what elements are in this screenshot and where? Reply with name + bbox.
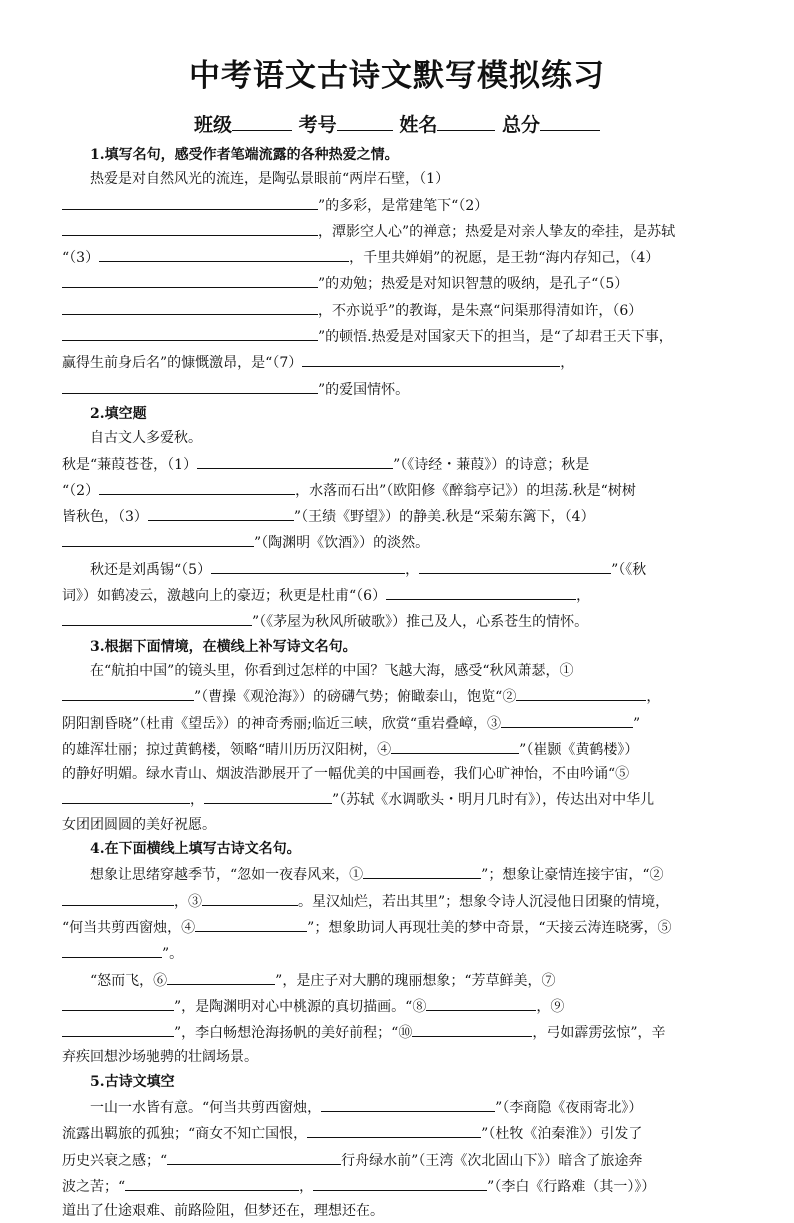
answer-blank[interactable]: [211, 556, 405, 574]
text-segment: ”的顿悟.热爱是对国家天下的担当，是“了却君王天下事，: [318, 329, 673, 346]
text-segment: ”（李商隐《夜雨寄北》）: [495, 1099, 643, 1116]
answer-blank[interactable]: [62, 683, 194, 701]
answer-blank[interactable]: [501, 710, 633, 728]
text-segment: 历史兴衰之感；“: [62, 1152, 168, 1169]
answer-blank[interactable]: [62, 218, 318, 236]
text-segment: ，: [190, 792, 204, 809]
text-segment: ，⑨: [536, 998, 565, 1015]
text-segment: “（3）: [62, 250, 100, 267]
text-segment: 。星汉灿烂，若出其里”；想象令诗人沉浸他日团聚的情境，: [298, 893, 670, 910]
text-segment: ”（李白《行路难（其一）》）: [487, 1178, 656, 1195]
answer-blank[interactable]: [197, 451, 393, 469]
answer-blank[interactable]: [391, 736, 519, 754]
text-segment: 流露出羁旅的孤独；“商女不知亡国恨，: [62, 1126, 308, 1143]
section-2-text-cont: [62, 477, 742, 556]
answer-blank[interactable]: [62, 1019, 174, 1037]
answer-blank[interactable]: [363, 861, 481, 879]
answer-blank[interactable]: [62, 270, 318, 288]
section-4-heading: 4.在下面横线上填写古诗文名句。: [90, 841, 301, 858]
text-segment: 的雄浑壮丽；掠过黄鹤楼，领略“晴川历历汉阳树，④: [62, 741, 392, 758]
answer-blank[interactable]: [419, 556, 611, 574]
section-5-text-cont: [62, 1120, 742, 1223]
class-label: 班级: [194, 114, 233, 136]
text-segment: ，千里共婵娟”的祝愿，是王勃“海内存知己，（4）: [349, 250, 660, 267]
page-title: 中考语文古诗文默写模拟练习: [189, 58, 605, 94]
name-field[interactable]: [437, 108, 495, 131]
section-3-text: [62, 659, 742, 683]
section-4-text-b-cont: [62, 993, 742, 1070]
text-segment: 皆秋色，（3）: [62, 509, 148, 526]
text-segment: 自古文人多爱秋。: [90, 430, 202, 447]
text-segment: ，③: [174, 893, 202, 910]
text-segment: “（2）: [62, 482, 100, 499]
text-segment: “怒而飞，⑥: [90, 972, 168, 989]
text-segment: 的静好明媚。绿水青山、烟波浩渺展开了一幅优美的中国画卷，我们心旷神怡，不由吟诵“⑤: [62, 766, 630, 783]
text-segment: ”。: [162, 946, 184, 963]
answer-blank[interactable]: [204, 786, 332, 804]
answer-blank[interactable]: [202, 888, 298, 906]
text-segment: ，潭影空人心”的禅意；热爱是对亲人挚友的牵挂，是苏轼: [318, 223, 676, 240]
text-segment: ”，是庄子对大鹏的瑰丽想象；“芳草鲜美，⑦: [275, 972, 556, 989]
answer-blank[interactable]: [62, 529, 254, 547]
section-1-heading: 1.填写名句，感受作者笔端流露的各种热爱之情。: [90, 147, 399, 163]
section-2-text-autumn: [62, 556, 742, 582]
section-3-text-cont: [62, 683, 742, 837]
text-segment: 想象让思绪穿越季节，“忽如一夜春风来，①: [90, 867, 364, 884]
text-segment: ”（《诗经・蒹葭》）的诗意；秋是: [393, 456, 590, 473]
text-segment: ，: [576, 588, 591, 605]
answer-blank[interactable]: [167, 1147, 341, 1165]
answer-blank[interactable]: [426, 993, 536, 1011]
answer-blank[interactable]: [62, 940, 162, 958]
text-segment: 词》）如鹤凌云，激越向上的豪迈；秋更是杜甫“（6）: [62, 588, 387, 605]
section-4-text: [62, 861, 742, 887]
student-info-line: [0, 108, 794, 140]
answer-blank[interactable]: [195, 914, 307, 932]
text-segment: 道出了仕途艰难、前路险阻，但梦还在，理想还在。: [62, 1203, 384, 1220]
answer-blank[interactable]: [62, 192, 318, 210]
answer-blank[interactable]: [62, 993, 174, 1011]
text-segment: 阴阳割昏晓”（杜甫《望岳》）的神奇秀丽;临近三峡，欣赏“重岩叠嶂，③: [62, 715, 502, 732]
text-segment: ”（苏轼《水调歌头・明月几时有》），传达出对中华儿: [332, 792, 655, 809]
section-5-heading: 5.古诗文填空: [90, 1073, 175, 1090]
text-segment: 热爱是对自然风光的流连，是陶弘景眼前“两岸石壁，（1）: [90, 171, 450, 188]
text-segment: ，: [299, 1178, 314, 1195]
answer-blank[interactable]: [62, 786, 190, 804]
text-segment: ”（杜牧《泊秦淮》）引发了: [481, 1126, 643, 1143]
score-label: 总分: [501, 114, 540, 136]
text-segment: 秋是“蒹葭苍苍，（1）: [62, 456, 198, 473]
answer-blank[interactable]: [99, 244, 349, 262]
section-4-text-cont: [62, 888, 742, 967]
text-segment: 女团团圆圆的美好祝愿。: [62, 816, 216, 833]
answer-blank[interactable]: [148, 503, 294, 521]
text-segment: ”（陶渊明《饮酒》）的淡然。: [254, 535, 430, 552]
section-3-heading: 3.根据下面情境，在横线上补写诗文名句。: [90, 638, 357, 655]
answer-blank[interactable]: [321, 1094, 495, 1112]
text-segment: ”: [633, 715, 641, 732]
answer-blank[interactable]: [386, 582, 576, 600]
text-segment: ”；想象助词人再现壮美的梦中奇景，“天接云涛连晓雾，⑤: [307, 919, 672, 936]
text-segment: ，不亦说乎”的教诲，是朱熹“问渠那得清如许，（6）: [318, 302, 643, 319]
text-segment: ，: [405, 561, 420, 578]
text-segment: 一山一水皆有意。“何当共剪西窗烛，: [90, 1099, 322, 1116]
exam-no-label: 考号: [298, 114, 337, 136]
answer-blank[interactable]: [62, 608, 252, 626]
questions: [62, 143, 742, 1223]
text-segment: ”（《茅屋为秋风所破歌》）推己及人，心系苍生的情怀。: [252, 614, 589, 631]
text-segment: 行舟绿水前”（王湾《次北固山下》）暗含了旅途奔: [341, 1152, 643, 1169]
section-2-heading: 2.填空题: [90, 405, 147, 422]
text-segment: ”（《秋: [611, 561, 647, 578]
text-segment: ”（王绩《野望》）的静美.秋是“采菊东篱下，（4）: [293, 509, 595, 526]
section-2-text: [62, 426, 742, 477]
section-5-text: [62, 1094, 742, 1120]
text-segment: ”；想象让豪情连接宇宙，“②: [481, 867, 664, 884]
text-segment: ”，李白畅想沧海扬帆的美好前程；“⑩: [174, 1025, 413, 1042]
text-segment: ”（曹操《观沧海》）的磅礴气势；俯瞰泰山，饱览“②: [194, 689, 517, 706]
section-1-text: [62, 167, 742, 402]
answer-blank[interactable]: [412, 1019, 532, 1037]
text-segment: 弃疾回想沙场驰骋的壮阔场景。: [62, 1049, 258, 1066]
class-field[interactable]: [232, 108, 292, 131]
answer-blank[interactable]: [302, 349, 560, 367]
text-segment: ”（崔颢《黄鹤楼》）: [519, 741, 639, 758]
text-segment: “何当共剪西窗烛，④: [62, 919, 196, 936]
answer-blank[interactable]: [62, 297, 318, 315]
text-segment: ”的爱国情怀。: [318, 381, 410, 398]
text-segment: 赢得生前身后名”的慷慨激昂，是“（7）: [62, 355, 303, 372]
text-segment: 波之苦；“: [62, 1178, 126, 1195]
text-segment: ”的劝勉；热爱是对知识智慧的吸纳，是孔子“（5）: [318, 276, 629, 293]
score-field[interactable]: [540, 108, 600, 131]
text-segment: 秋还是刘禹锡“（5）: [90, 561, 212, 578]
answer-blank[interactable]: [62, 323, 318, 341]
answer-blank[interactable]: [125, 1173, 299, 1191]
answer-blank[interactable]: [313, 1173, 487, 1191]
text-segment: ，: [560, 355, 575, 372]
text-segment: ，水落而石出”（欧阳修《醉翁亭记》）的坦荡.秋是“树树: [295, 482, 636, 499]
text-segment: ”，是陶渊明对心中桃源的真切描画。“⑧: [174, 998, 427, 1015]
answer-blank[interactable]: [62, 376, 318, 394]
text-segment: ”的多彩，是常建笔下“（2）: [318, 197, 489, 214]
answer-blank[interactable]: [516, 683, 646, 701]
text-segment: 在“航拍中国”的镜头里，你看到过怎样的中国？飞越大海，感受“秋风萧瑟，①: [90, 662, 574, 679]
answer-blank[interactable]: [167, 967, 275, 985]
section-2-text-end: [62, 582, 742, 635]
text-segment: ，弓如霹雳弦惊”，辛: [532, 1025, 666, 1042]
exam-no-field[interactable]: [337, 108, 393, 131]
section-4-text-b: [62, 967, 742, 993]
text-segment: ，: [646, 689, 661, 706]
answer-blank[interactable]: [62, 888, 174, 906]
name-label: 姓名: [399, 114, 438, 136]
answer-blank[interactable]: [99, 477, 295, 495]
